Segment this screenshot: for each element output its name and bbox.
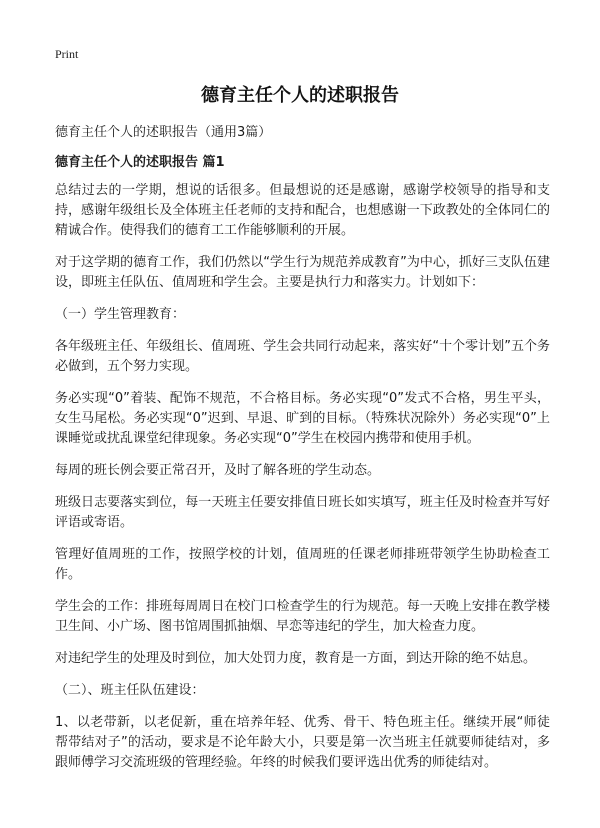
document-body [55, 181, 550, 785]
document-subtitle: 德育主任个人的述职报告（通用3篇） [55, 125, 272, 140]
heading-student-management: （一）学生管理教育： [55, 307, 186, 322]
paragraph-10: 对违纪学生的处理及时到位，加大处罚力度，教育是一方面，到达开除的绝不姑息。 [55, 651, 537, 666]
print-label: Print [55, 47, 79, 61]
paragraph-9: 学生会的工作：排班每周周日在校门口检查学生的行为规范。每一天晚上安排在教学楼卫生间、小广场、图书馆周围抓抽烟、早恋等违纪的学生，加大检查力度。 [55, 599, 550, 634]
section-title: 德育主任个人的述职报告 篇1 [55, 155, 225, 170]
paragraph-6: 每周的班长例会要正常召开，及时了解各班的学生动态。 [55, 463, 381, 478]
paragraph-7: 班级日志要落实到位，每一天班主任要安排值日班长如实填写，班主任及时检查并写好评语或寄语。 [55, 495, 550, 530]
document-title: 德育主任个人的述职报告 [201, 85, 399, 106]
paragraph-8: 管理好值周班的工作，按照学校的计划，值周班的任课老师排班带领学生协助检查工作。 [55, 547, 550, 582]
paragraph-2: 对于这学期的德育工作，我们仍然以“学生行为规范养成教育”为中心，抓好三支队伍建设，即班主任队伍、值周班和学生会。主要是执行力和落实力。计划如下： [55, 255, 550, 290]
heading-teacher-team: （二）、班主任队伍建设： [55, 683, 205, 698]
paragraph-5: 务必实现“0”着装、配饰不规范，不合格目标。务必实现“0”发式不合格，男生平头，女生马尾松。务必实现“0”迟到、早退、旷到的目标。（特殊状况除外）务必实现“0”上课睡觉或扰乱课堂纪律现象。务必实现“0”学生在校园内携带和使用手机。 [55, 391, 550, 446]
paragraph-4: 各年级班主任、年级组长、值周班、学生会共同行动起来，落实好“十个零计划”五个务必做到，五个努力实现。 [55, 339, 550, 374]
paragraph-1: 总结过去的一学期，想说的话很多。但最想说的还是感谢，感谢学校领导的指导和支持，感谢年级组长及全体班主任老师的支持和配合，也想感谢一下政教处的全体同仁的精诚合作。使得我们的德育工工作能够顺利的开展。 [55, 183, 550, 238]
paragraph-12: 1、以老带新，以老促新，重在培养年轻、优秀、骨干、特色班主任。继续开展“师徒帮带结对子”的活动，要求是不论年龄大小，只要是第一次当班主任就要师徒结对，多跟师傅学习交流班级的管理经验。年终的时候我们要评选出优秀的师徒结对。 [55, 715, 550, 770]
